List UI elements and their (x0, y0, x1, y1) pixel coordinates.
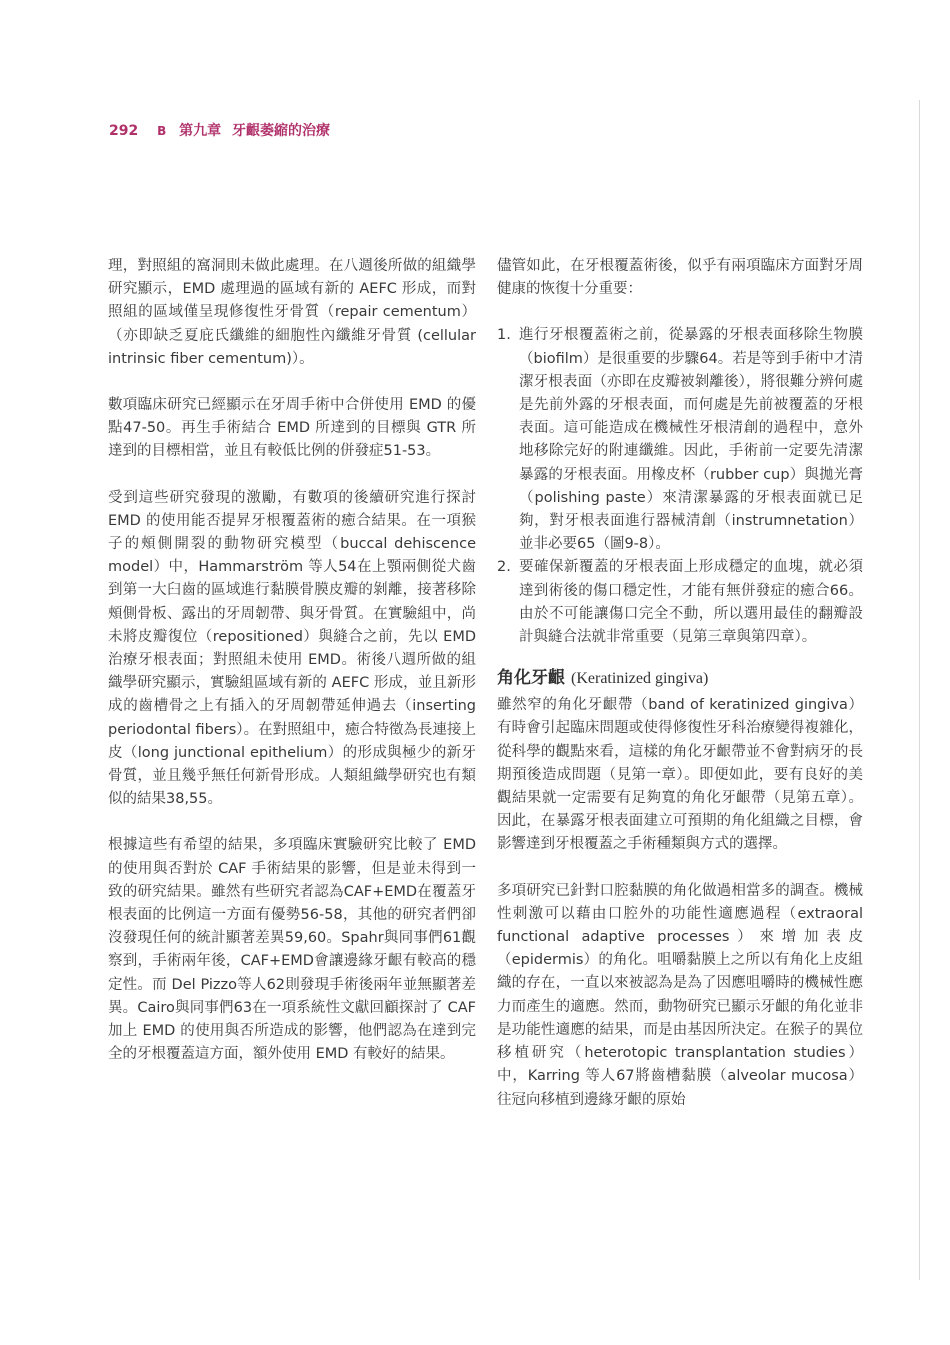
body-paragraph: 數項臨床研究已經顯示在牙周手術中合併使用 EMD 的優點47-50。再生手術結合 EMD 所達到的目標與 GTR 所達到的目標相當，並且有較低比例的併發症51-53。 (108, 397, 476, 460)
left-column (108, 255, 476, 1067)
list-item (497, 556, 863, 649)
body-paragraph: 多項研究已針對口腔黏膜的角化做過相當多的調查。機械性刺激可以藉由口腔外的功能性適應過程（extraoral functional adaptive processes）來增加表皮（epidermis）的角化。咀嚼黏膜上之所以有角化上皮組織的存在，一直以來被認為是為了因應咀嚼時的機械性應力而產生的適應。然而，動物研究已顯示牙齦的角化並非是功能性適應的結果，而是由基因所決定。在猴子的異位移植研究（heterotopic transplantation studies）中，Karring 等人67將齒槽黏膜（alveolar mucosa）往冠向移植到邊緣牙齦的原始 (497, 882, 863, 1108)
list-item (497, 324, 863, 556)
numbered-list (497, 324, 863, 649)
section-title-zh: 角化牙齦 (497, 668, 565, 689)
body-paragraph: 受到這些研究發現的激勵，有數項的後續研究進行探討 EMD 的使用能否提昇牙根覆蓋術的癒合結果。在一項猴子的頰側開裂的動物研究模型（buccal dehiscence model）中，Hammarström 等人54在上顎兩側從犬齒到第一大臼齒的區域進行黏膜骨膜皮瓣的剝離，接著移除頰側骨板、露出的牙周韌帶、與牙骨質。在實驗組中，尚未將皮瓣復位（repositioned）與縫合之前，先以 EMD 治療牙根表面；對照組未使用 EMD。術後八週所做的組織學研究顯示，實驗組區域有新的 AEFC 形成，並且新形成的齒槽骨之上有插入的牙周韌帶延伸過去（inserting periodontal fibers）。在對照組中，癒合特徵為長連接上皮（long junctional epithelium）的形成與極少的新牙骨質，並且幾乎無任何新骨形成。人類組織學研究也有類似的結果38,55。 (108, 489, 476, 808)
page-number: 292 (109, 123, 139, 139)
right-column (497, 255, 863, 1112)
intro-paragraph: 儘管如此，在牙根覆蓋術後，似乎有兩項臨床方面對牙周健康的恢復十分重要： (497, 258, 863, 298)
list-item-text: 進行牙根覆蓋術之前，從暴露的牙根表面移除生物膜（biofilm）是很重要的步驟64。若是等到手術中才清潔牙根表面（亦即在皮瓣被剝離後），將很難分辨何處是先前外露的牙根表面，而何處是先前被覆蓋的牙根表面。這可能造成在機械性牙根清創的過程中，意外地移除完好的附連纖維。因此，手術前一定要先清潔暴露的牙根表面。用橡皮杯（rubber cup）與拋光膏（polishing paste）來清潔暴露的牙根表面就已足夠，對牙根表面進行器械清創（instrumnetation）並非必要65（圖9-8）。 (519, 327, 863, 553)
page-edge-line (919, 100, 920, 1280)
section-title-en: (Keratinized gingiva) (571, 670, 709, 688)
chapter-number: 第九章 (179, 123, 222, 139)
body-paragraph: 雖然窄的角化牙齦帶（band of keratinized gingiva）有時會引起臨床問題或使得修復性牙科治療變得複雜化，從科學的觀點來看，這樣的角化牙齦帶並不會對病牙的長期預後造成問題（見第一章）。即便如此，要有良好的美觀結果就一定需要有足夠寬的角化牙齦帶（見第五章）。因此，在暴露牙根表面建立可預期的角化組織之目標，會影響達到牙根覆蓋之手術種類與方式的選擇。 (497, 697, 863, 853)
body-paragraph: 根據這些有希望的結果，多項臨床實驗研究比較了 EMD 的使用與否對於 CAF 手術結果的影響，但是並未得到一致的研究結果。雖然有些研究者認為CAF+EMD在覆蓋牙根表面的比例這一方面有優勢56-58，其他的研究者們卻沒發現任何的統計顯著差異59,60。Spahr與同事們61觀察到，手術兩年後，CAF+EMD會讓邊緣牙齦有較高的穩定性。而 Del Pizzo等人62則發現手術後兩年並無顯著差異。Cairo與同事們63在一項系統性文獻回顧探討了 CAF 加上 EMD 的使用與否所造成的影響，他們認為在達到完全的牙根覆蓋這方面，額外使用 EMD 有較好的結果。 (108, 837, 476, 1063)
list-marker: 2. (497, 559, 511, 576)
chapter-title: 牙齦萎縮的治療 (232, 123, 331, 139)
part-label: B (157, 124, 167, 138)
running-header (109, 120, 330, 140)
list-marker: 1. (497, 327, 511, 344)
body-paragraph: 理，對照組的窩洞則未做此處理。在八週後所做的組織學研究顯示，EMD 處理過的區域有新的 AEFC 形成，而對照組的區域僅呈現修復性牙骨質（repair cementum）（亦即缺乏夏庇氏纖維的細胞性內纖維牙骨質 (cellular intrinsic fiber cementum)）。 (108, 258, 476, 367)
list-item-text: 要確保新覆蓋的牙根表面上形成穩定的血塊，就必須達到術後的傷口穩定性，才能有無併發症的癒合66。由於不可能讓傷口完全不動，所以選用最佳的翻瓣設計與縫合法就非常重要（見第三章與第四章）。 (519, 559, 863, 646)
section-heading (497, 665, 863, 692)
